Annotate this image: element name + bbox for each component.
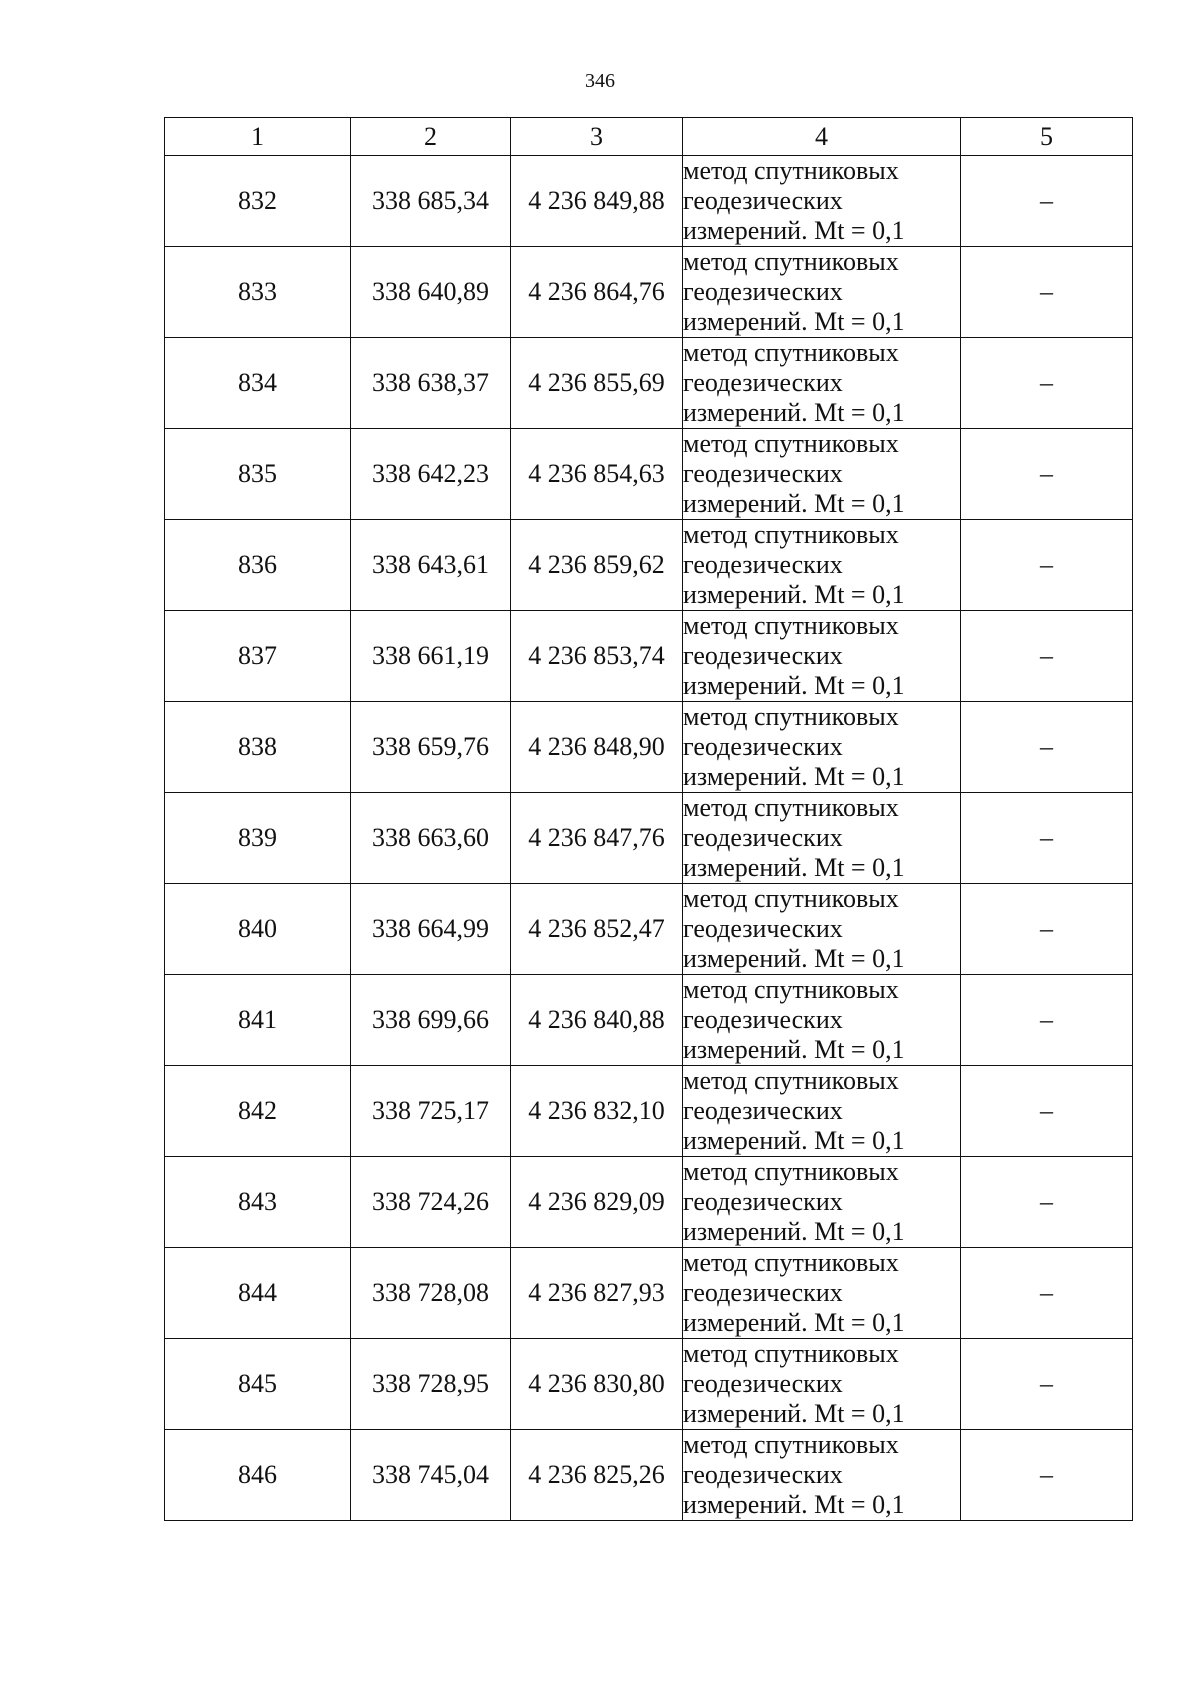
- method-cell: метод спутниковых геодезических измерений. Mt = 0,1: [683, 884, 961, 975]
- method-cell: метод спутниковых геодезических измерений. Mt = 0,1: [683, 247, 961, 338]
- y-coordinate-cell: 4 236 840,88: [511, 975, 683, 1066]
- note-cell: –: [961, 884, 1133, 975]
- column-header-5: 5: [961, 118, 1133, 156]
- y-coordinate-cell: 4 236 849,88: [511, 156, 683, 247]
- note-cell: –: [961, 702, 1133, 793]
- note-cell: –: [961, 1339, 1133, 1430]
- column-header-4: 4: [683, 118, 961, 156]
- y-coordinate-cell: 4 236 830,80: [511, 1339, 683, 1430]
- y-coordinate-cell: 4 236 852,47: [511, 884, 683, 975]
- table-row: [165, 702, 1133, 793]
- x-coordinate-cell: 338 661,19: [351, 611, 511, 702]
- table-row: [165, 156, 1133, 247]
- table-row: [165, 247, 1133, 338]
- point-number-cell: 842: [165, 1066, 351, 1157]
- method-cell: метод спутниковых геодезических измерений. Mt = 0,1: [683, 338, 961, 429]
- y-coordinate-cell: 4 236 854,63: [511, 429, 683, 520]
- method-cell: метод спутниковых геодезических измерений. Mt = 0,1: [683, 520, 961, 611]
- note-cell: –: [961, 1066, 1133, 1157]
- method-cell: метод спутниковых геодезических измерений. Mt = 0,1: [683, 156, 961, 247]
- table-body: [165, 156, 1133, 1521]
- y-coordinate-cell: 4 236 855,69: [511, 338, 683, 429]
- y-coordinate-cell: 4 236 853,74: [511, 611, 683, 702]
- y-coordinate-cell: 4 236 832,10: [511, 1066, 683, 1157]
- method-cell: метод спутниковых геодезических измерений. Mt = 0,1: [683, 1157, 961, 1248]
- point-number-cell: 837: [165, 611, 351, 702]
- note-cell: –: [961, 156, 1133, 247]
- point-number-cell: 843: [165, 1157, 351, 1248]
- x-coordinate-cell: 338 745,04: [351, 1430, 511, 1521]
- method-cell: метод спутниковых геодезических измерений. Mt = 0,1: [683, 702, 961, 793]
- point-number-cell: 840: [165, 884, 351, 975]
- y-coordinate-cell: 4 236 864,76: [511, 247, 683, 338]
- x-coordinate-cell: 338 640,89: [351, 247, 511, 338]
- page-number: 346: [585, 70, 615, 92]
- y-coordinate-cell: 4 236 859,62: [511, 520, 683, 611]
- x-coordinate-cell: 338 728,95: [351, 1339, 511, 1430]
- method-cell: метод спутниковых геодезических измерений. Mt = 0,1: [683, 1066, 961, 1157]
- x-coordinate-cell: 338 659,76: [351, 702, 511, 793]
- table-row: [165, 793, 1133, 884]
- x-coordinate-cell: 338 663,60: [351, 793, 511, 884]
- table-row: [165, 611, 1133, 702]
- x-coordinate-cell: 338 638,37: [351, 338, 511, 429]
- point-number-cell: 833: [165, 247, 351, 338]
- note-cell: –: [961, 1157, 1133, 1248]
- x-coordinate-cell: 338 699,66: [351, 975, 511, 1066]
- table-row: [165, 1066, 1133, 1157]
- note-cell: –: [961, 1248, 1133, 1339]
- coordinates-table: [164, 117, 1133, 1521]
- method-cell: метод спутниковых геодезических измерений. Mt = 0,1: [683, 975, 961, 1066]
- note-cell: –: [961, 338, 1133, 429]
- x-coordinate-cell: 338 664,99: [351, 884, 511, 975]
- table-row: [165, 1157, 1133, 1248]
- point-number-cell: 839: [165, 793, 351, 884]
- table-row: [165, 338, 1133, 429]
- table-header-row: [165, 118, 1133, 156]
- method-cell: метод спутниковых геодезических измерений. Mt = 0,1: [683, 1248, 961, 1339]
- y-coordinate-cell: 4 236 848,90: [511, 702, 683, 793]
- table-row: [165, 1430, 1133, 1521]
- method-cell: метод спутниковых геодезических измерений. Mt = 0,1: [683, 611, 961, 702]
- method-cell: метод спутниковых геодезических измерений. Mt = 0,1: [683, 429, 961, 520]
- point-number-cell: 834: [165, 338, 351, 429]
- x-coordinate-cell: 338 685,34: [351, 156, 511, 247]
- point-number-cell: 838: [165, 702, 351, 793]
- y-coordinate-cell: 4 236 825,26: [511, 1430, 683, 1521]
- method-cell: метод спутниковых геодезических измерений. Mt = 0,1: [683, 1430, 961, 1521]
- note-cell: –: [961, 611, 1133, 702]
- point-number-cell: 846: [165, 1430, 351, 1521]
- y-coordinate-cell: 4 236 827,93: [511, 1248, 683, 1339]
- point-number-cell: 844: [165, 1248, 351, 1339]
- x-coordinate-cell: 338 725,17: [351, 1066, 511, 1157]
- column-header-1: 1: [165, 118, 351, 156]
- point-number-cell: 832: [165, 156, 351, 247]
- method-cell: метод спутниковых геодезических измерений. Mt = 0,1: [683, 793, 961, 884]
- table-row: [165, 520, 1133, 611]
- table-row: [165, 1248, 1133, 1339]
- note-cell: –: [961, 429, 1133, 520]
- note-cell: –: [961, 520, 1133, 611]
- table-row: [165, 884, 1133, 975]
- x-coordinate-cell: 338 643,61: [351, 520, 511, 611]
- y-coordinate-cell: 4 236 829,09: [511, 1157, 683, 1248]
- point-number-cell: 835: [165, 429, 351, 520]
- table-row: [165, 429, 1133, 520]
- column-header-3: 3: [511, 118, 683, 156]
- method-cell: метод спутниковых геодезических измерений. Mt = 0,1: [683, 1339, 961, 1430]
- point-number-cell: 836: [165, 520, 351, 611]
- note-cell: –: [961, 1430, 1133, 1521]
- table-row: [165, 1339, 1133, 1430]
- x-coordinate-cell: 338 642,23: [351, 429, 511, 520]
- table-row: [165, 975, 1133, 1066]
- column-header-2: 2: [351, 118, 511, 156]
- note-cell: –: [961, 247, 1133, 338]
- point-number-cell: 845: [165, 1339, 351, 1430]
- y-coordinate-cell: 4 236 847,76: [511, 793, 683, 884]
- x-coordinate-cell: 338 724,26: [351, 1157, 511, 1248]
- point-number-cell: 841: [165, 975, 351, 1066]
- x-coordinate-cell: 338 728,08: [351, 1248, 511, 1339]
- note-cell: –: [961, 975, 1133, 1066]
- note-cell: –: [961, 793, 1133, 884]
